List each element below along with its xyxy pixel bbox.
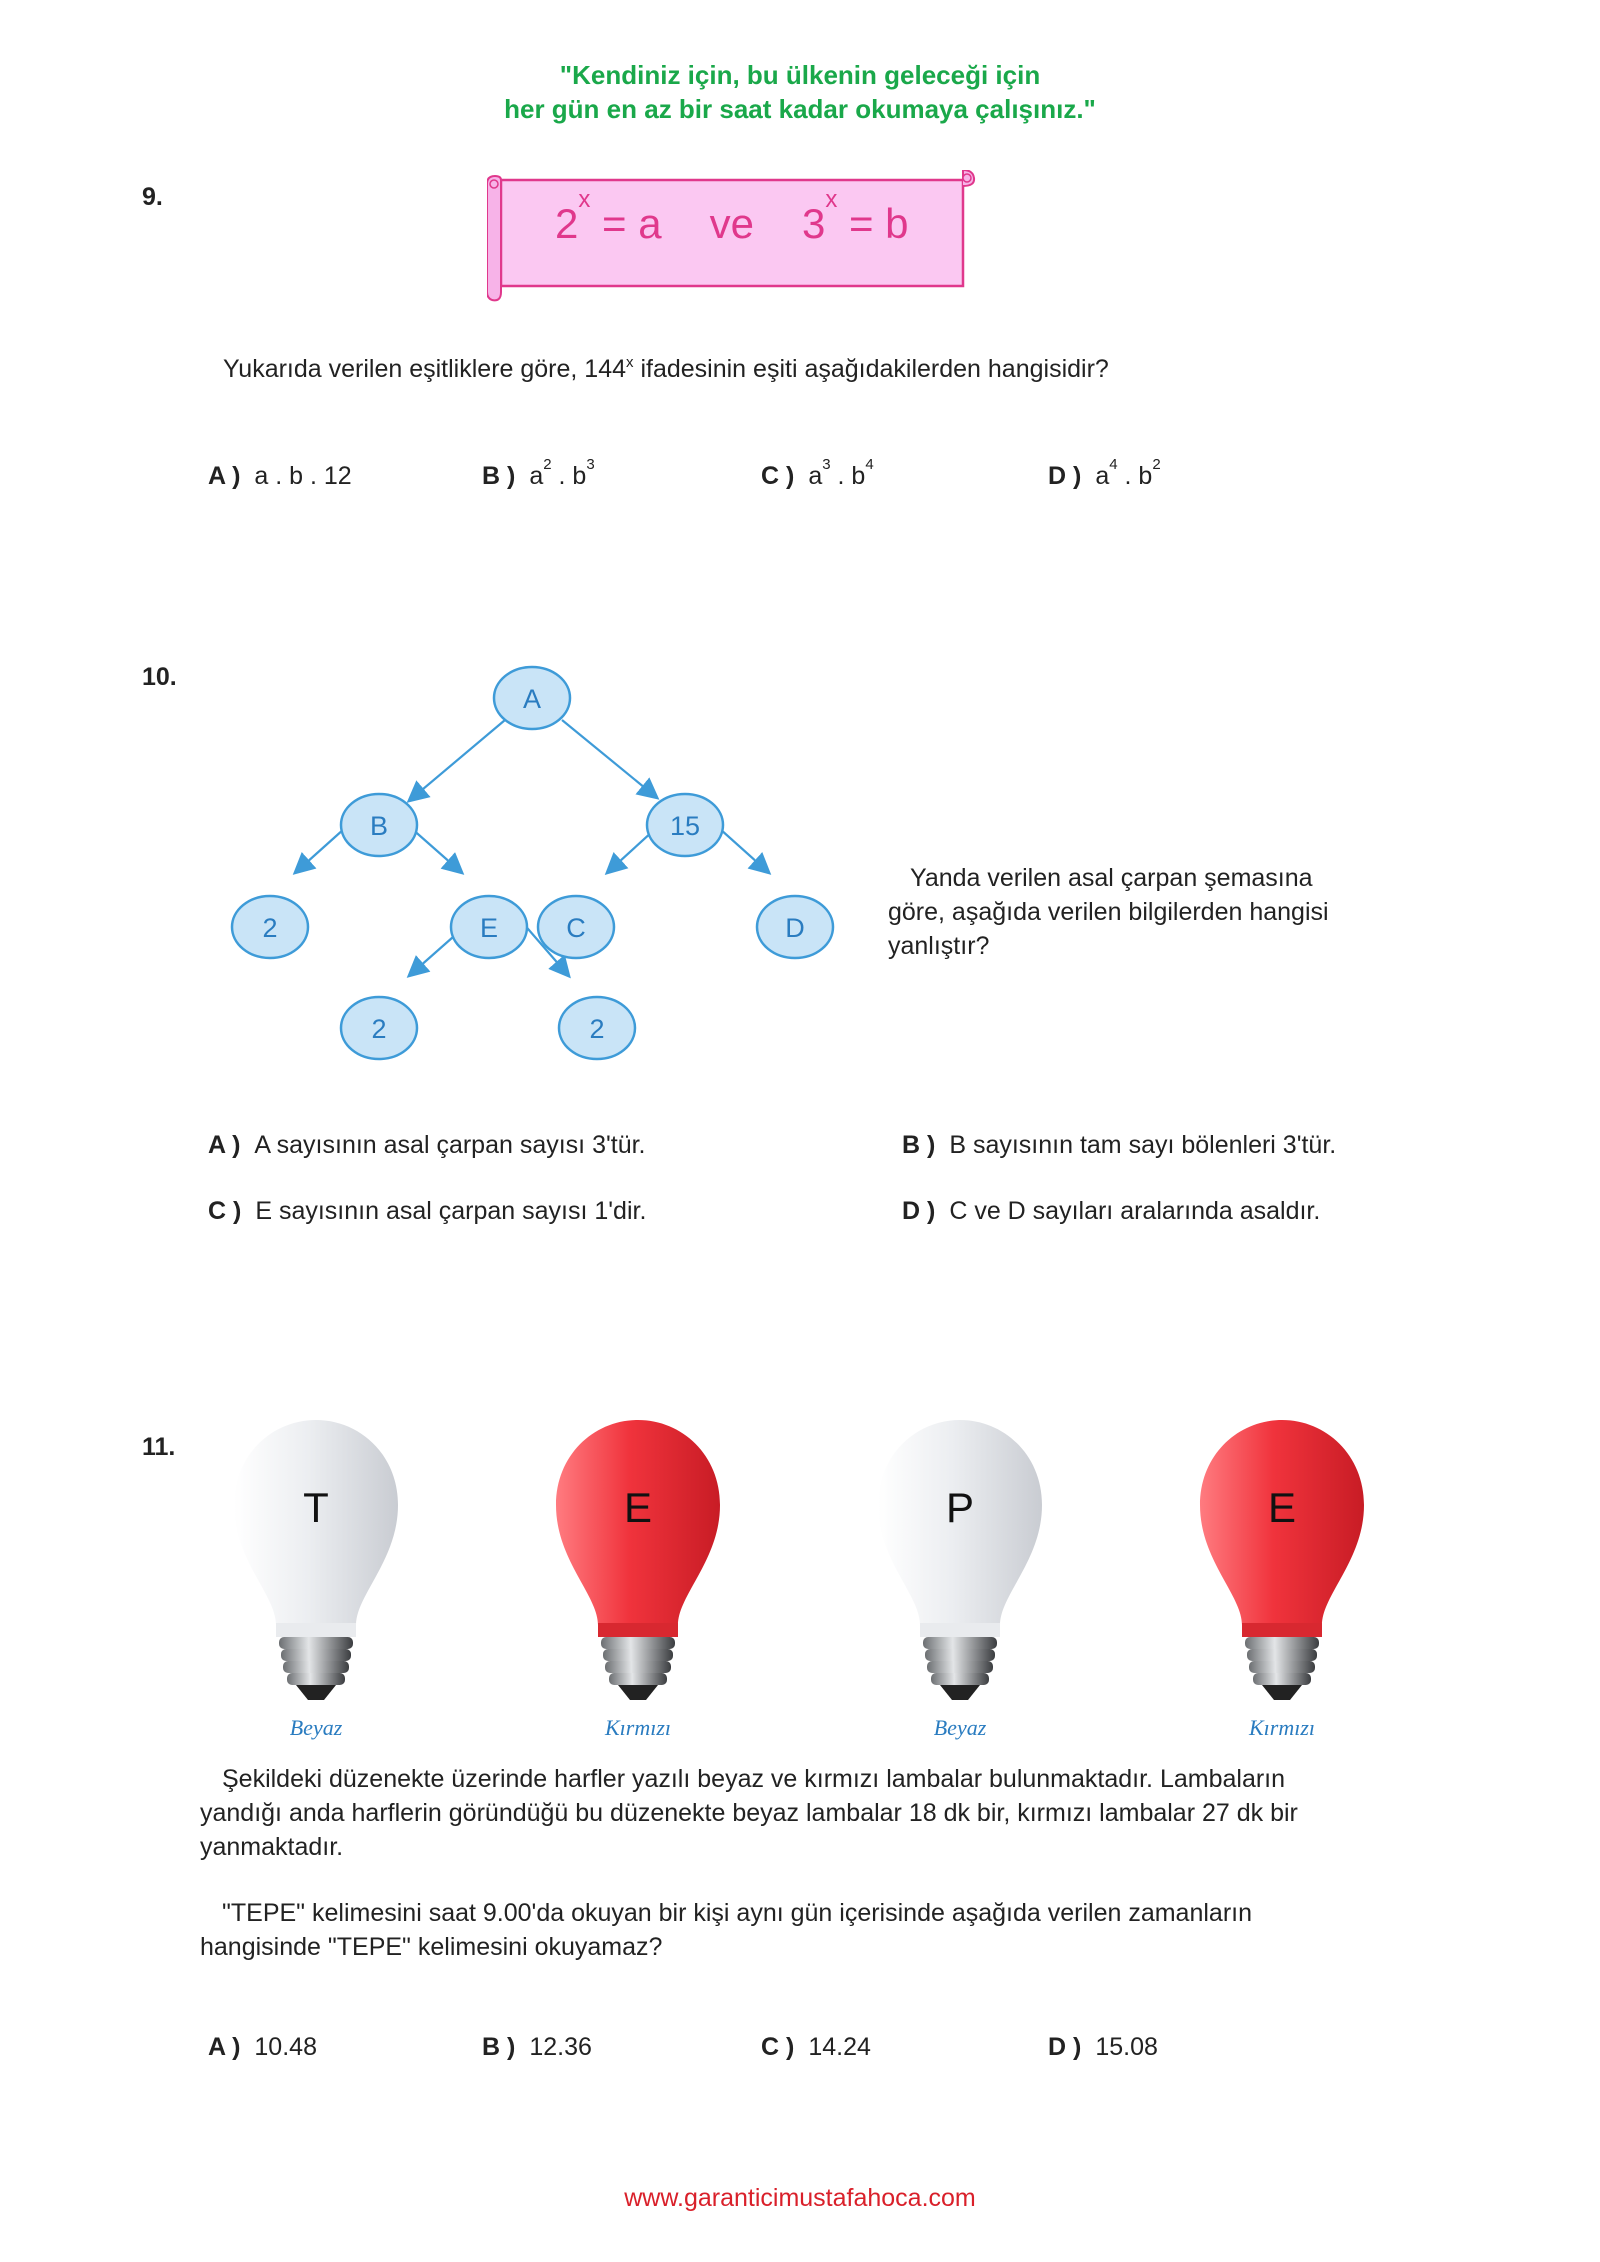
bulb-t	[234, 1420, 398, 1740]
bulb-caption: Kırmızı	[1248, 1715, 1316, 1740]
option-letter: C )	[761, 2033, 795, 2061]
option-exp-a: 4	[1109, 456, 1118, 473]
bulb-neck	[276, 1623, 356, 1637]
q9-option-c[interactable]	[761, 456, 874, 491]
bulb-base	[923, 1637, 997, 1685]
q10-option-c[interactable]	[208, 1197, 646, 1226]
node-a-label: A	[522, 684, 542, 714]
paragraph-line: "TEPE" kelimesini saat 9.00'da okuyan bir kişi aynı gün içerisinde aşağıda verilen zamanların	[222, 1899, 1252, 1927]
option-text: a . b . 12	[254, 462, 352, 490]
option-base-b: . b	[1117, 462, 1153, 490]
bulb-tip	[940, 1685, 980, 1700]
node-2-bottom-left-label: 2	[371, 1014, 387, 1044]
q10-option-a[interactable]	[208, 1131, 646, 1160]
scroll-equations	[555, 186, 909, 248]
eq-b-rest: = b	[837, 200, 909, 247]
bulb-neck	[920, 1623, 1000, 1637]
q10-option-b[interactable]	[902, 1131, 1336, 1160]
bulb-base	[1245, 1637, 1319, 1685]
bulb-letter: E	[623, 1484, 653, 1531]
option-letter: A )	[208, 462, 241, 490]
option-text: 15.08	[1095, 2033, 1158, 2061]
q11-option-c[interactable]	[761, 2033, 871, 2062]
question-11-paragraph-2	[200, 1896, 1252, 1964]
bulb-base	[279, 1637, 353, 1685]
node-2-bottom-right-label: 2	[589, 1014, 605, 1044]
eq-and: ve	[709, 200, 754, 247]
q10-option-d[interactable]	[902, 1197, 1320, 1226]
bulb-e-2	[1200, 1420, 1364, 1740]
bulb-tip	[1262, 1685, 1302, 1700]
option-letter: C )	[761, 462, 795, 490]
eq-b-base: 3	[801, 200, 826, 247]
option-letter: B )	[902, 1131, 936, 1159]
option-base-a: a	[808, 462, 823, 490]
prime-factor-tree	[200, 650, 860, 1080]
motto	[0, 58, 1600, 126]
node-c-label: C	[566, 913, 586, 943]
option-exp-a: 2	[543, 456, 552, 473]
stem-line-3: yanlıştır?	[888, 932, 990, 960]
option-exp-b: 2	[1152, 456, 1161, 473]
node-b-label: B	[369, 811, 389, 841]
q11-option-d[interactable]	[1048, 2033, 1158, 2062]
stem-line-1: Yanda verilen asal çarpan şemasına	[910, 864, 1313, 892]
bulb-base	[601, 1637, 675, 1685]
option-exp-b: 3	[586, 456, 595, 473]
option-base-a: a	[529, 462, 544, 490]
option-text: 10.48	[254, 2033, 317, 2061]
paragraph-line: yandığı anda harflerin göründüğü bu düzenekte beyaz lambalar 18 dk bir, kırmızı lambalar 27 dk bir	[200, 1799, 1298, 1827]
option-letter: B )	[482, 2033, 516, 2061]
node-15-label: 15	[669, 811, 701, 841]
paragraph-line: yanmaktadır.	[200, 1833, 344, 1861]
motto-line-2: her gün en az bir saat kadar okumaya çalışınız."	[504, 94, 1096, 124]
q9-option-a[interactable]	[208, 462, 352, 491]
bulb-caption: Kırmızı	[604, 1715, 672, 1740]
option-letter: B )	[482, 462, 516, 490]
question-10-stem	[888, 861, 1329, 963]
edge-a-15	[562, 720, 656, 797]
eq-a-rest: = a	[590, 200, 662, 247]
eq-a-exp: x	[578, 186, 591, 213]
option-exp-a: 3	[822, 456, 831, 473]
paragraph-line: hangisinde "TEPE" kelimesini okuyamaz?	[200, 1933, 663, 1961]
eq-b-exp: x	[825, 186, 838, 213]
option-text: 14.24	[808, 2033, 871, 2061]
stem-exponent: x	[626, 354, 634, 371]
bulb-caption: Beyaz	[933, 1715, 987, 1740]
bulb-caption: Beyaz	[289, 1715, 343, 1740]
option-text: B sayısının tam sayı bölenleri 3'tür.	[949, 1131, 1337, 1159]
option-text: A sayısının asal çarpan sayısı 3'tür.	[254, 1131, 646, 1159]
node-d-label: D	[785, 913, 805, 943]
q9-option-d[interactable]	[1048, 456, 1161, 491]
edge-a-b	[410, 720, 505, 800]
node-2-left-label: 2	[262, 913, 278, 943]
option-letter: D )	[1048, 462, 1082, 490]
footer-link[interactable]: www.garanticimustafahoca.com	[624, 2184, 976, 2212]
option-text: C ve D sayıları aralarında asaldır.	[949, 1197, 1321, 1225]
bulb-row	[230, 1420, 1410, 1740]
stem-text: Yukarıda verilen eşitliklere göre, 144	[223, 355, 627, 383]
q9-option-b[interactable]	[482, 456, 595, 491]
bulb-p	[878, 1420, 1042, 1740]
option-letter: A )	[208, 1131, 241, 1159]
question-11-number: 11.	[142, 1433, 176, 1461]
question-9-stem	[223, 352, 1109, 386]
node-e-label: E	[479, 913, 499, 943]
motto-line-1: "Kendiniz için, bu ülkenin geleceği için	[559, 60, 1041, 90]
bulb-e-1	[556, 1420, 720, 1740]
option-letter: C )	[208, 1197, 242, 1225]
stem-text-rest: ifadesinin eşiti aşağıdakilerden hangisidir?	[633, 355, 1109, 383]
option-letter: A )	[208, 2033, 241, 2061]
option-base-b: . b	[830, 462, 866, 490]
q11-option-a[interactable]	[208, 2033, 317, 2062]
option-base-b: . b	[551, 462, 587, 490]
question-11-paragraph-1	[200, 1762, 1298, 1864]
stem-line-2: göre, aşağıda verilen bilgilerden hangisi	[888, 898, 1329, 926]
q11-option-b[interactable]	[482, 2033, 592, 2062]
bulb-tip	[618, 1685, 658, 1700]
option-text: E sayısının asal çarpan sayısı 1'dir.	[255, 1197, 647, 1225]
bulb-letter: E	[1267, 1484, 1297, 1531]
option-text: 12.36	[529, 2033, 592, 2061]
bulb-neck	[1242, 1623, 1322, 1637]
option-letter: D )	[902, 1197, 936, 1225]
option-exp-b: 4	[865, 456, 874, 473]
question-10-number: 10.	[142, 663, 177, 691]
question-9-number: 9.	[142, 183, 163, 211]
paragraph-line: Şekildeki düzenekte üzerinde harfler yazılı beyaz ve kırmızı lambalar bulunmaktadır. Lambaların	[222, 1765, 1286, 1793]
option-base-a: a	[1095, 462, 1110, 490]
option-letter: D )	[1048, 2033, 1082, 2061]
bulb-letter: T	[303, 1484, 329, 1531]
bulb-neck	[598, 1623, 678, 1637]
bulb-tip	[296, 1685, 336, 1700]
eq-a-base: 2	[555, 200, 579, 247]
bulb-letter: P	[945, 1484, 975, 1531]
